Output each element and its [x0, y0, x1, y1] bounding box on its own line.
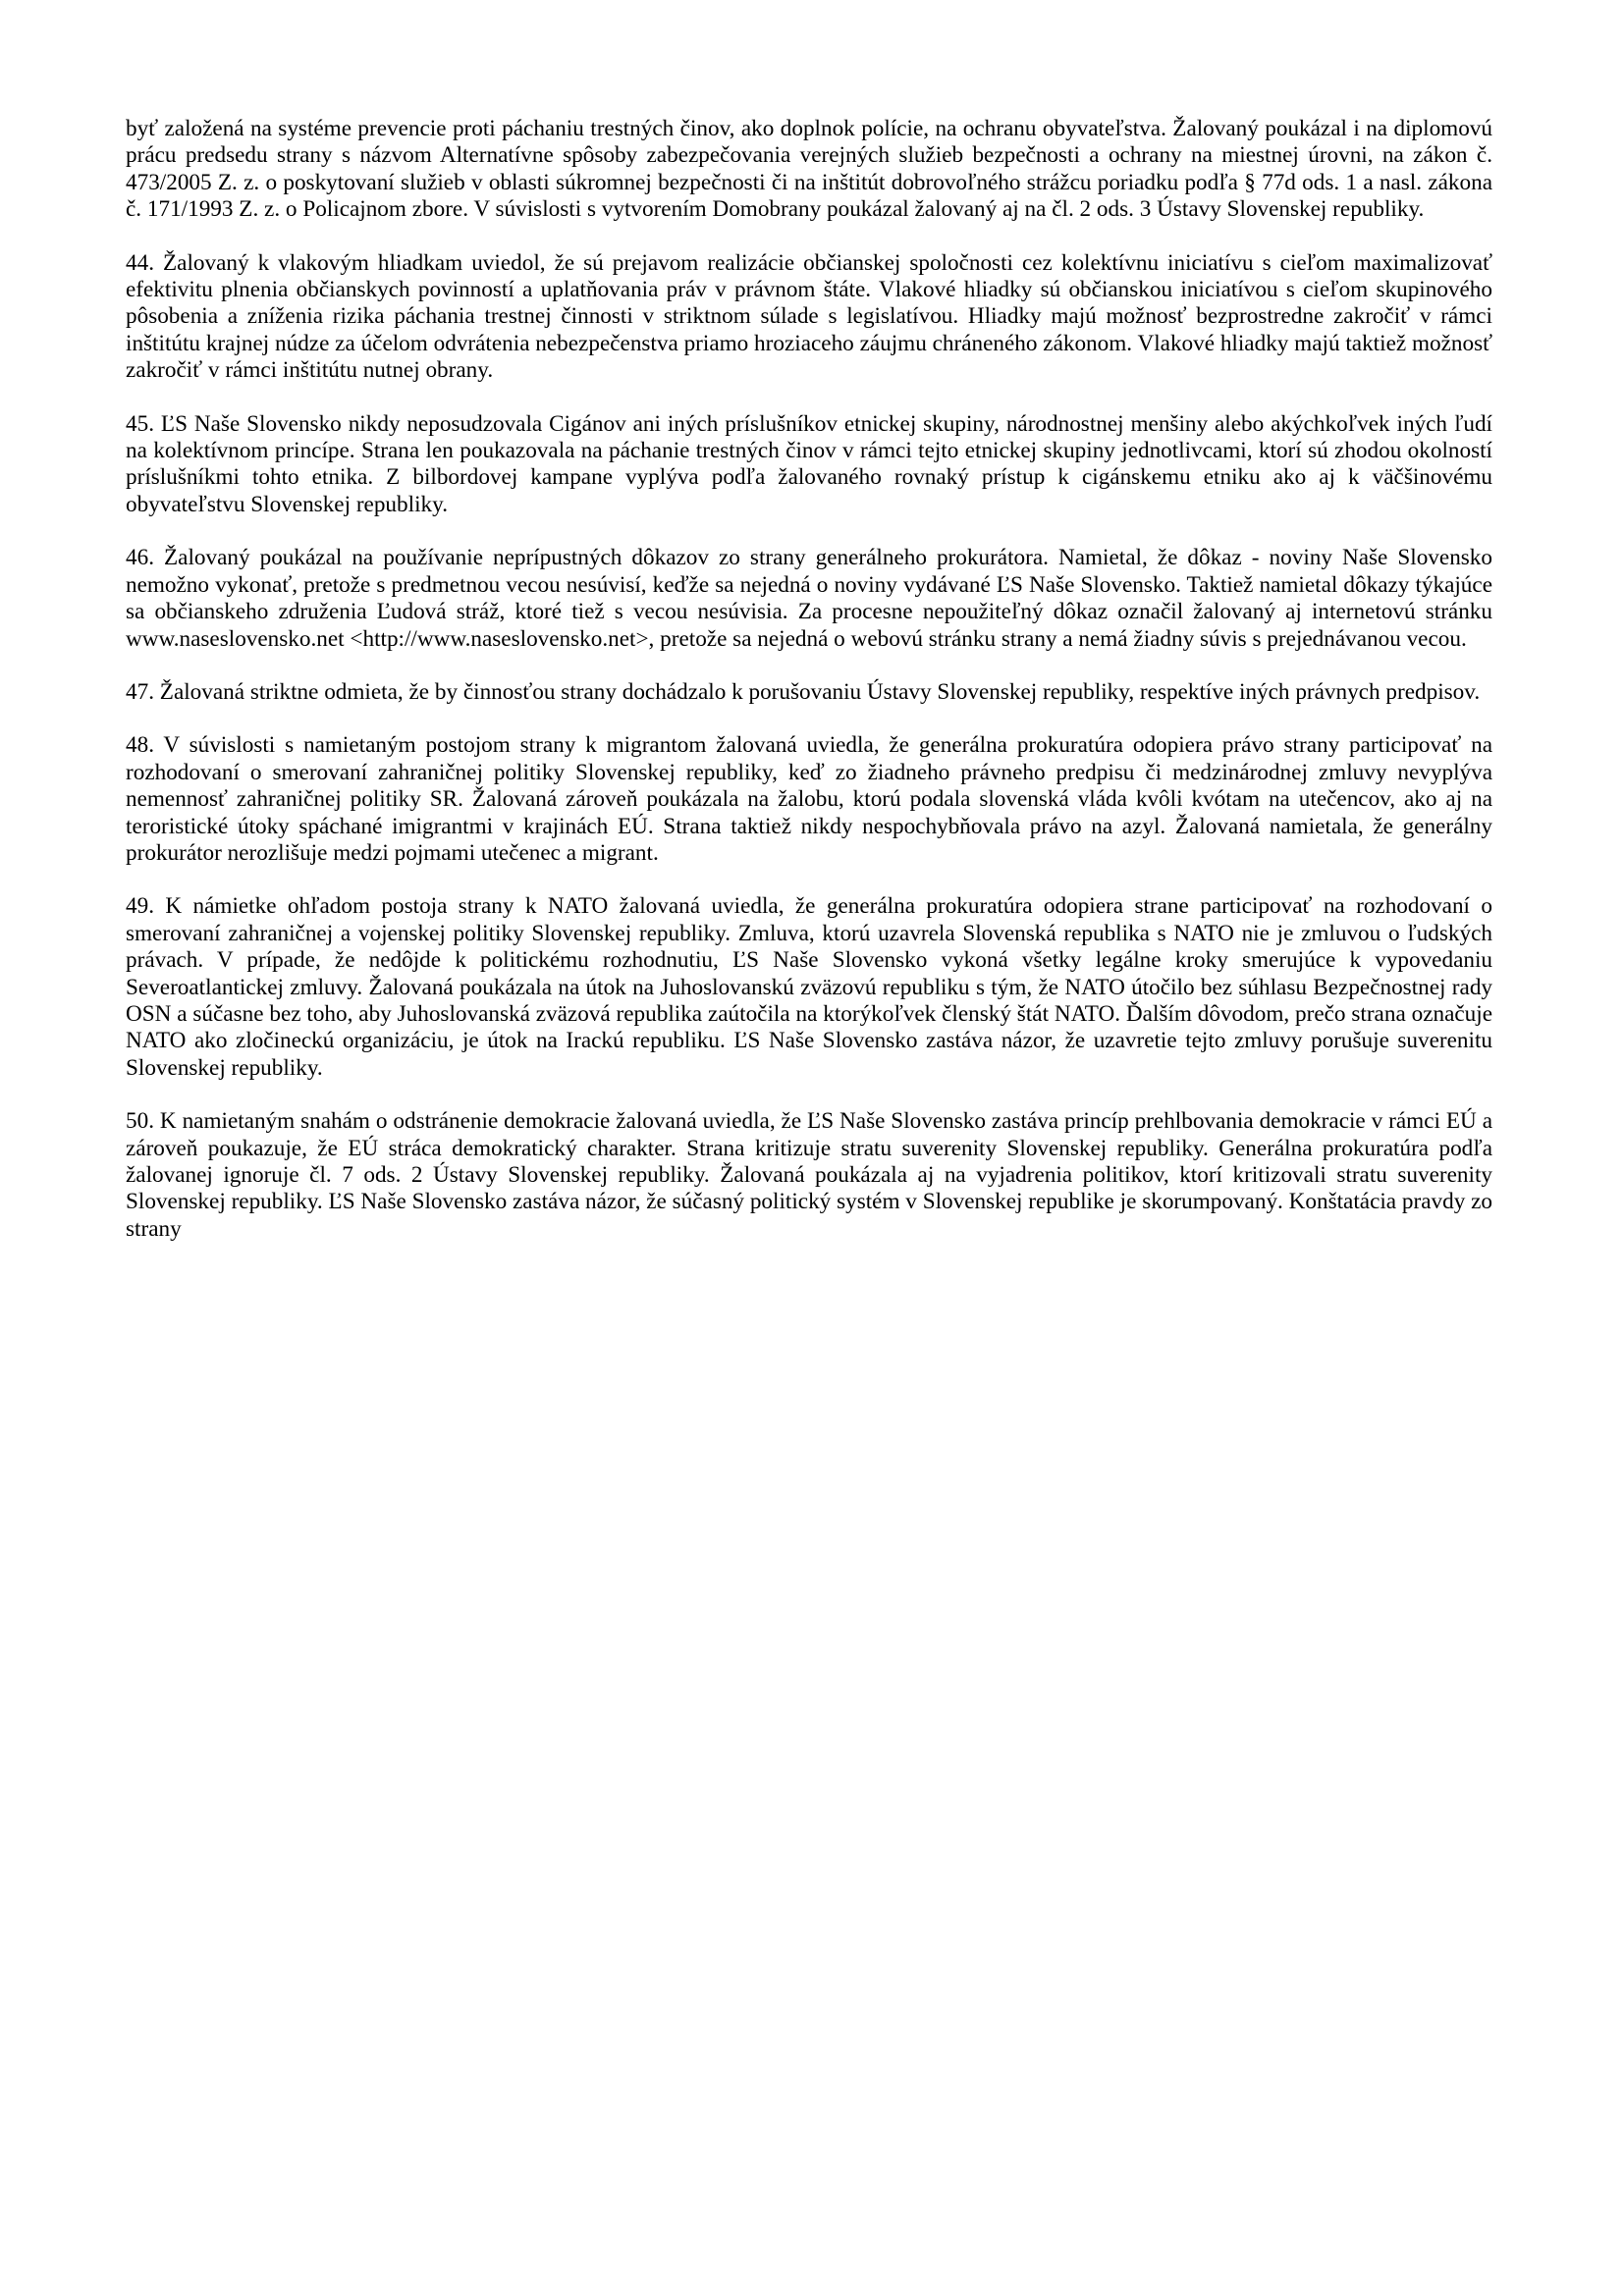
paragraph-50: 50. K namietaným snahám o odstránenie demokracie žalovaná uviedla, že ĽS Naše Slovensko zastáva princíp prehlbovania demokracie v rámci EÚ a zároveň poukazuje, že EÚ stráca demokratický charakter. Strana kritizuje stratu suverenity Slovenskej republiky. Generálna prokuratúra podľa žalovanej ignoruje čl. 7 ods. 2 Ústavy Slovenskej republiky. Žalovaná poukázala aj na vyjadrenia politikov, ktorí kritizovali stratu suverenity Slovenskej republiky. ĽS Naše Slovensko zastáva názor, že súčasný politický systém v Slovenskej republike je skorumpovaný. Konštatácia pravdy zo strany — [126, 1108, 1492, 1242]
paragraph-43-continuation: byť založená na systéme prevencie proti páchaniu trestných činov, ako doplnok polície, na ochranu obyvateľstva. Žalovaný poukázal i na diplomovú prácu predsedu strany s názvom Alternatívne spôsoby zabezpečovania verejných služieb bezpečnosti a ochrany na miestnej úrovni, na zákon č. 473/2005 Z. z. o poskytovaní služieb v oblasti súkromnej bezpečnosti či na inštitút dobrovoľného strážcu poriadku podľa § 77d ods. 1 a nasl. zákona č. 171/1993 Z. z. o Policajnom zbore. V súvislosti s vytvorením Domobrany poukázal žalovaný aj na čl. 2 ods. 3 Ústavy Slovenskej republiky. — [126, 116, 1492, 223]
paragraph-46: 46. Žalovaný poukázal na používanie neprípustných dôkazov zo strany generálneho prokurátora. Namietal, že dôkaz - noviny Naše Slovensko nemožno vykonať, pretože s predmetnou vecou nesúvisí, keďže sa nejedná o noviny vydávané ĽS Naše Slovensko. Taktiež namietal dôkazy týkajúce sa občianskeho združenia Ľudová stráž, ktoré tiež s vecou nesúvisia. Za procesne nepoužiteľný dôkaz označil žalovaný aj internetovú stránku www.naseslovensko.net <http://www.naseslovensko.net>, pretože sa nejedná o webovú stránku strany a nemá žiadny súvis s prejednávanou vecou. — [126, 545, 1492, 652]
paragraph-48: 48. V súvislosti s namietaným postojom strany k migrantom žalovaná uviedla, že generálna prokuratúra odopiera právo strany participovať na rozhodovaní o smerovaní zahraničnej politiky Slovenskej republiky, keď zo žiadneho právneho predpisu či medzinárodnej zmluvy nevyplýva nemennosť zahraničnej politiky SR. Žalovaná zároveň poukázala na žalobu, ktorú podala slovenská vláda kvôli kvótam na utečencov, ako aj na teroristické útoky spáchané imigrantmi v krajinách EÚ. Strana taktiež nikdy nespochybňovala právo na azyl. Žalovaná namietala, že generálny prokurátor nerozlišuje medzi pojmami utečenec a migrant. — [126, 732, 1492, 866]
paragraph-44: 44. Žalovaný k vlakovým hliadkam uviedol, že sú prejavom realizácie občianskej spoločnosti cez kolektívnu iniciatívu s cieľom maximalizovať efektivitu plnenia občianskych povinností a uplatňovania práv v právnom štáte. Vlakové hliadky sú občianskou iniciatívou s cieľom skupinového pôsobenia a zníženia rizika páchania trestnej činnosti v striktnom súlade s legislatívou. Hliadky majú možnosť bezprostredne zakročiť v rámci inštitútu krajnej núdze za účelom odvrátenia nebezpečenstva priamo hroziaceho záujmu chráneného zákonom. Vlakové hliadky majú taktiež možnosť zakročiť v rámci inštitútu nutnej obrany. — [126, 249, 1492, 384]
document-text-column — [126, 116, 1492, 1243]
paragraph-47: 47. Žalovaná striktne odmieta, že by činnosťou strany dochádzalo k porušovaniu Ústavy Slovenskej republiky, respektíve iných právnych predpisov. — [126, 678, 1481, 705]
paragraph-45: 45. ĽS Naše Slovensko nikdy neposudzovala Cigánov ani iných príslušníkov etnickej skupiny, národnostnej menšiny alebo akýchkoľvek iných ľudí na kolektívnom princípe. Strana len poukazovala na páchanie trestných činov v rámci tejto etnickej skupiny jednotlivcami, ktorí sú zhodou okolností príslušníkmi tohto etnika. Z bilbordovej kampane vyplýva podľa žalovaného rovnaký prístup k cigánskemu etniku ako aj k väčšinovému obyvateľstvu Slovenskej republiky. — [126, 410, 1492, 517]
paragraph-49: 49. K námietke ohľadom postoja strany k NATO žalovaná uviedla, že generálna prokuratúra odopiera strane participovať na rozhodovaní o smerovaní zahraničnej a vojenskej politiky Slovenskej republiky. Zmluva, ktorú uzavrela Slovenská republika s NATO nie je zmluvou o ľudských právach. V prípade, že nedôjde k politickému rozhodnutiu, ĽS Naše Slovensko vykoná všetky legálne kroky smerujúce k vypovedaniu Severoatlantickej zmluvy. Žalovaná poukázala na útok na Juhoslovanskú zväzovú republiku s tým, že NATO útočilo bez súhlasu Bezpečnostnej rady OSN a súčasne bez toho, aby Juhoslovanská zväzová republika zaútočila na ktorýkoľvek členský štát NATO. Ďalším dôvodom, prečo strana označuje NATO ako zločineckú organizáciu, je útok na Irackú republiku. ĽS Naše Slovensko zastáva názor, že uzavretie tejto zmluvy porušuje suverenitu Slovenskej republiky. — [126, 893, 1492, 1081]
